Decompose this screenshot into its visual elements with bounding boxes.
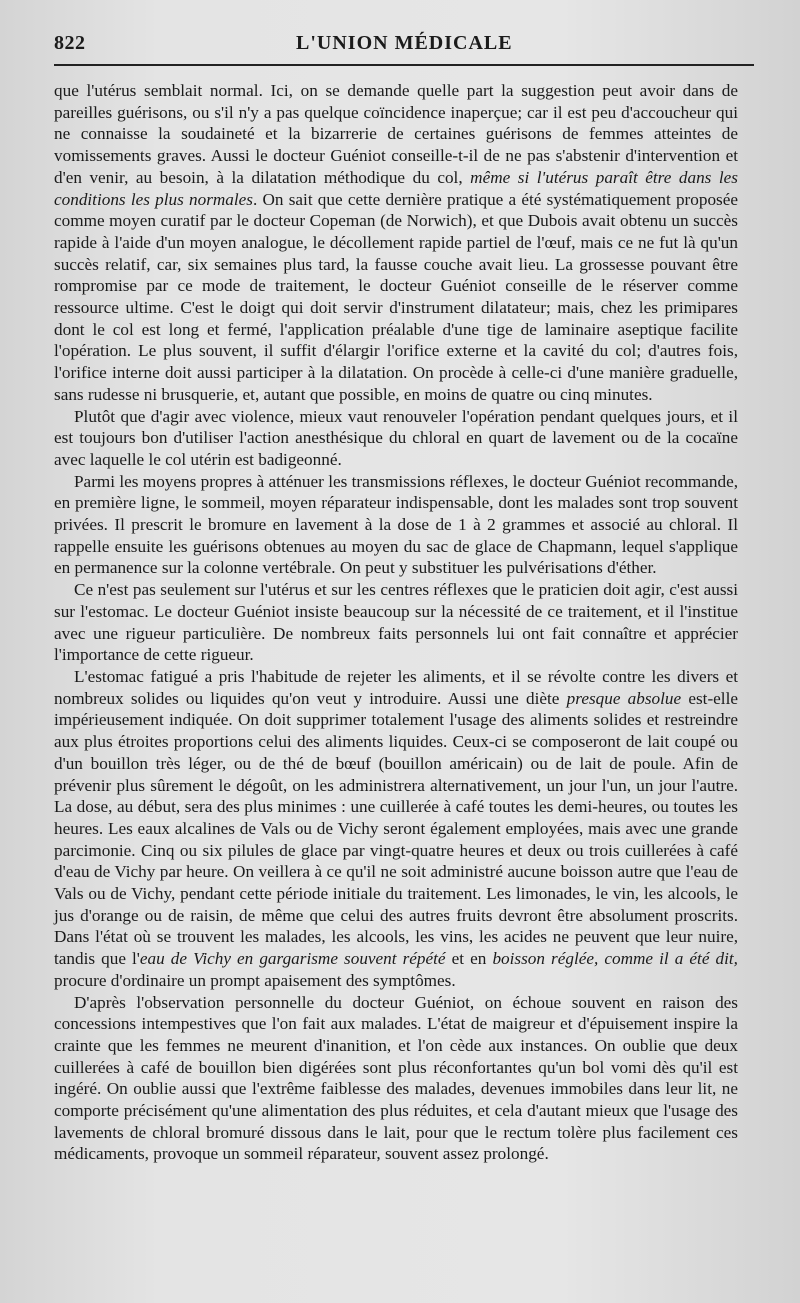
running-header (54, 30, 770, 54)
italic-phrase: eau de Vichy en gargarisme souvent répété (139, 949, 446, 969)
italic-phrase: même si l'utérus paraît être dans les conditions les plus normales (54, 167, 738, 209)
paragraph: Plutôt que d'agir avec violence, mieux vaut renouveler l'opération pendant quelques jours, et il est toujours bon d'utiliser l'action anesthésique du chloral en quart de lavement ou de la cocaïne avec laquelle le col utérin est badigeonné. (54, 406, 738, 469)
italic-phrase: presque absolue (566, 688, 682, 708)
page-number: 822 (54, 32, 86, 54)
paragraph: que l'utérus semblait normal. Ici, on se demande quelle part la suggestion peut avoir dans de pareilles guérisons, ou s'il n'y a pas quelque coïncidence inaperçue; car il est peu d'accoucheur qui ne connaisse la soudaineté et la bizarrerie de certaines guérisons de femmes atteintes de vomissements graves. Aussi le docteur Guéniot conseille-t-il de ne pas s'abstenir d'intervention et d'en venir, au besoin, à la dilatation méthodique du col, même si l'utérus paraît être dans les conditions les plus normales. On sait que cette dernière pratique a été systématiquement proposée comme moyen curatif par le docteur Copeman (de Norwich), et que Dubois avait obtenu un succès rapide à l'aide d'un moyen analogue, le décollement rapide partiel de l'œuf, mais ce ne fut là qu'un succès relatif, car, six semaines plus tard, la fausse couche avait lieu. La grossesse pouvant être rompromise par ce mode de traitement, le docteur Guéniot conseille de le réserver comme ressource ultime. C'est le doigt qui doit servir d'instrument dilatateur; mais, chez les primipares dont le col est long et fermé, l'application préalable d'une tige de laminaire aseptique facilite l'opération. Le plus souvent, il suffit d'élargir l'orifice externe et la cavité du col; d'autres fois, l'orifice interne doit aussi participer à la dilatation. On procède à celle-ci d'une manière graduelle, sans rudesse ni brusquerie, et, autant que possible, en moins de quatre ou cinq minutes. (54, 81, 738, 404)
paragraph: L'estomac fatigué a pris l'habitude de rejeter les aliments, et il se révolte contre les divers et nombreux solides ou liquides qu'on veut y introduire. Aussi une diète presque absolue est-elle impérieusement indiquée. On doit supprimer totalement l'usage des aliments solides et restreindre aux plus étroites proportions celui des aliments liquides. Ceux-ci se composeront de lait coupé ou d'un bouillon très léger, ou de thé de bœuf (bouillon américain) ou de lait de poule. Afin de prévenir plus sûrement le dégoût, on les administrera alternativement, un jour l'un, un jour l'autre. La dose, au début, sera des plus minimes : une cuillerée à café toutes les demi-heures, ou toutes les heures. Les eaux alcalines de Vals ou de Vichy seront également employées, mais avec une grande parcimonie. Cinq ou six pilules de glace par vingt-quatre heures et deux ou trois cuillerées à café d'eau de Vichy par heure. On veillera à ce qu'il ne soit administré aucune boisson autre que l'eau de Vals ou de Vichy, pendant cette période initiale du traitement. Les limonades, le vin, les alcools, le jus d'orange ou de raisin, de même que celui des autres fruits devront être absolument proscrits. Dans l'état où se trouvent les malades, les alcools, les vins, les acides ne peuvent que leur nuire, tandis que l'eau de Vichy en gargarisme souvent répété et en boisson réglée, comme il a été dit, procure d'ordinaire un prompt apaisement des symptômes. (54, 666, 738, 990)
paragraph: Parmi les moyens propres à atténuer les transmissions réflexes, le docteur Guéniot recommande, en première ligne, le sommeil, moyen réparateur indispensable, dont les malades sont trop souvent privées. Il prescrit le bromure en lavement à la dose de 1 à 2 grammes et associé au chloral. Il rappelle ensuite les guérisons obtenues au moyen du sac de glace de Chapmann, lequel s'applique en permanence sur la colonne vertébrale. On peut y substituer les pulvérisations d'éther. (54, 471, 738, 578)
header-rule (54, 64, 754, 66)
paragraph: Ce n'est pas seulement sur l'utérus et sur les centres réflexes que le praticien doit agir, c'est aussi sur l'estomac. Le docteur Guéniot insiste beaucoup sur la nécessité de ce traitement, et il l'institue avec une rigueur particulière. De nombreux faits personnels lui ont fait connaître et apprécier l'importance de cette rigueur. (54, 580, 738, 665)
journal-title: L'UNION MÉDICALE (296, 32, 513, 54)
article-body (54, 80, 738, 1165)
italic-phrase: boisson réglée, comme il a été dit, (492, 949, 738, 969)
paragraph: D'après l'observation personnelle du docteur Guéniot, on échoue souvent en raison des concessions intempestives que l'on fait aux malades. L'état de maigreur et d'épuisement inspire la crainte que les femmes ne meurent d'inanition, et l'on cède aux instances. On oublie que deux cuillerées à café de bouillon bien digérées sont plus réconfortantes qu'un bol vomi dès qu'il est ingéré. On oublie aussi que l'extrême faiblesse des malades, devenues immobiles dans leur lit, ne comporte précisément qu'une alimentation des plus réduites, et cela d'autant mieux que l'usage des lavements de chloral bromuré dissous dans le lait, pour que le rectum tolère plus facilement ces médicaments, provoque un sommeil réparateur, souvent assez prolongé. (54, 992, 738, 1164)
